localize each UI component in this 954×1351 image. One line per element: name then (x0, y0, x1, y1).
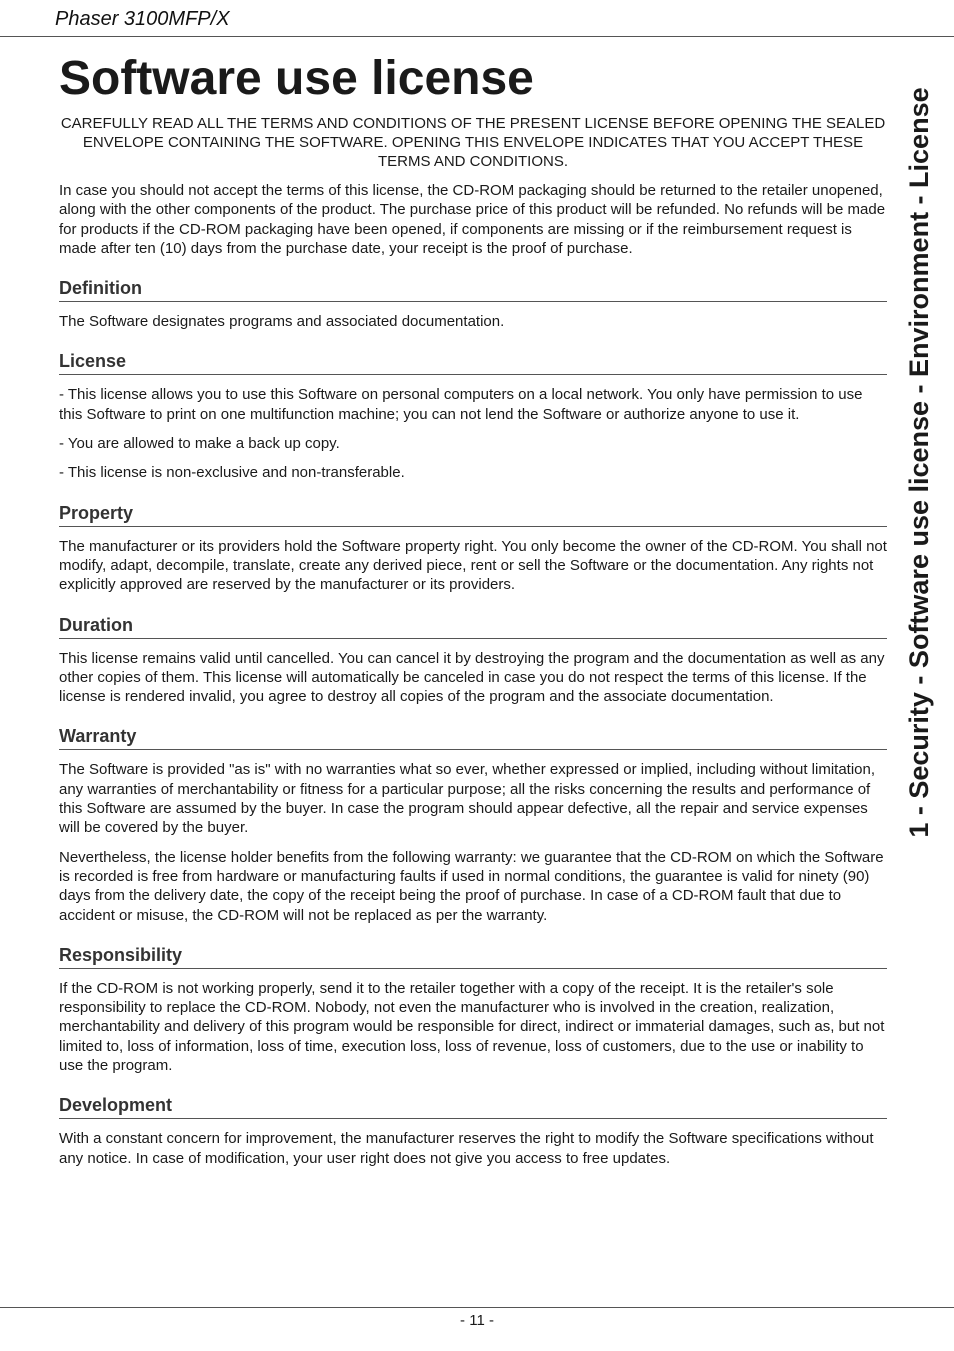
section-paragraph: If the CD-ROM is not working properly, send it to the retailer together with a copy of the receipt. It is the retailer's sole responsibility to replace the CD-ROM. Nobody, not even the manufacturer who is involved in the creation, realization, merchantability and delivery of this program would be responsible for direct, indirect or immaterial damages, such as, but not limited to, loss of information, loss of time, execution loss, loss of revenue, loss of customers, due to the use or inability to use the program. (59, 979, 885, 1075)
chapter-side-tab-label: 1 - Security - Software use license - Environment - License (903, 87, 934, 838)
section-paragraph: - You are allowed to make a back up copy. (59, 435, 340, 453)
section-paragraph: This license remains valid until cancelled. You can cancel it by destroying the program and the documentation as well as any other copies of them. This license will automatically be canceled in case you do not respect the terms of this license. If the license is rendered invalid, you agree to destroy all copies of the program and the associate documentation. (59, 649, 885, 706)
section-license (59, 350, 887, 482)
section-development (59, 1094, 887, 1168)
section-property (59, 502, 887, 595)
section-definition (59, 277, 887, 331)
section-warranty (59, 725, 887, 924)
section-heading: Duration (59, 614, 887, 639)
section-paragraph: The manufacturer or its providers hold the Software property right. You only become the owner of the CD-ROM. You shall not modify, adapt, decompile, translate, create any derived piece, rent or sell the Software or the documentation. Any rights not explicitly approved are reserved by the manufacturer or its providers. (59, 537, 887, 594)
header-divider (0, 36, 954, 37)
section-heading: Property (59, 502, 887, 527)
section-paragraph: The Software designates programs and associated documentation. (59, 313, 505, 331)
section-paragraph: - This license is non-exclusive and non-transferable. (59, 464, 405, 482)
chapter-side-tab (894, 55, 944, 870)
section-paragraph: - This license allows you to use this Software on personal computers on a local network. You only have permission to use this Software to print on one multifunction machine; you can not lend the Software or authorize anyone to use it. (59, 386, 863, 423)
section-duration (59, 614, 887, 707)
section-heading: License (59, 350, 887, 375)
section-responsibility (59, 944, 887, 1075)
section-paragraph: With a constant concern for improvement, the manufacturer reserves the right to modify the Software specifications without any notice. In case of modification, your user right does not give you access to free updates. (59, 1130, 874, 1167)
section-heading: Responsibility (59, 944, 887, 969)
section-heading: Development (59, 1094, 887, 1119)
footer-divider (0, 1307, 954, 1308)
section-paragraph: The Software is provided "as is" with no warranties what so ever, whether expressed or implied, including without limitation, any warranties of merchantability or fitness for a particular purpose; all the risks concerning the results and performance of this Software are assumed by the buyer. In case the program should appear defective, all the repair and service expenses will be covered by the buyer. (59, 761, 876, 837)
section-heading: Definition (59, 277, 887, 302)
page-title: Software use license (59, 52, 534, 105)
page-content (59, 50, 887, 1168)
document-header-title: Phaser 3100MFP/X (55, 8, 230, 30)
section-paragraph: Nevertheless, the license holder benefits from the following warranty: we guarantee that the CD-ROM on which the Software is recorded is free from hardware or manufacturing faults if used in normal conditions, the guarantee is valid for ninety (90) days from the delivery date, the copy of the receipt being the proof of purchase. In case of a CD-ROM fault that due to accident or misuse, the CD-ROM will not be replaced as per the warranty. (59, 848, 884, 924)
caution-notice: CAREFULLY READ ALL THE TERMS AND CONDITIONS OF THE PRESENT LICENSE BEFORE OPENING THE SEALED ENVELOPE CONTAINING THE SOFTWARE. OPENING THIS ENVELOPE INDICATES THAT YOU ACCEPT THESE TERMS AND CONDITIONS. (60, 115, 886, 170)
intro-paragraph: In case you should not accept the terms of this license, the CD-ROM packaging should be returned to the retailer unopened, along with the other components of the product. The purchase price of this product will be refunded. No refunds will be made for products if the CD-ROM packaging have been opened, if components are missing or if the reimbursement request is made after ten (10) days from the purchase date, your receipt is the proof of purchase. (59, 182, 886, 257)
section-heading: Warranty (59, 725, 887, 750)
page-number: - 11 - (460, 1312, 494, 1329)
